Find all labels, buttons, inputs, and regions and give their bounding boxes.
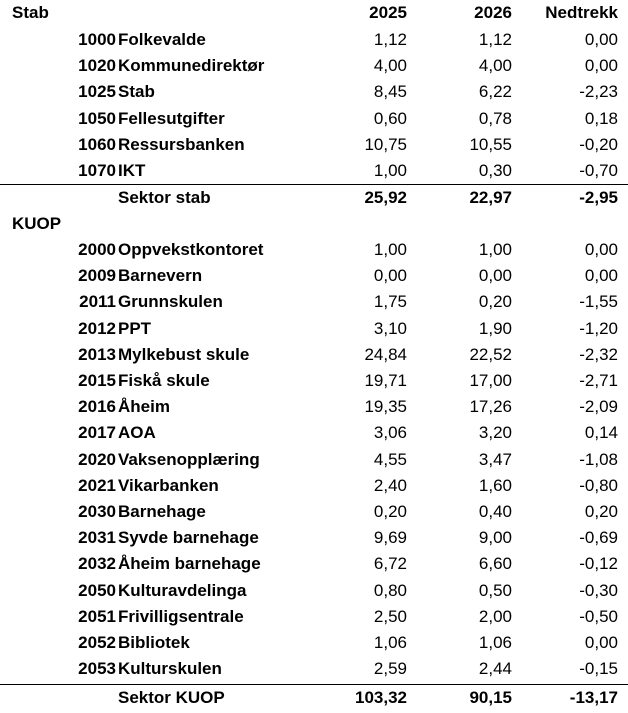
value-nedtrekk: 0,00 [584,633,618,652]
value-2026: 0,78 [478,108,512,128]
value-nedtrekk: -1,08 [579,449,618,469]
table-row [0,368,628,394]
value-2025: 10,75 [364,134,407,154]
table-row [0,316,628,342]
unit-name: Fiskå skule [118,371,210,390]
table-row [0,132,628,158]
unit-name: Vaksenopplæring [118,449,260,469]
unit-code: 1050 [78,108,116,128]
table-row [0,394,628,420]
unit-name: Grunnskulen [118,292,223,312]
header-row [0,0,628,26]
total-2025: 25,92 [364,188,407,207]
table-row [0,499,628,525]
value-nedtrekk: -1,20 [579,318,618,338]
section-row-kuop [0,211,628,237]
value-2025: 6,72 [373,554,407,574]
unit-code: 2000 [78,240,116,259]
unit-name: PPT [118,318,152,338]
value-nedtrekk: -0,30 [579,580,618,600]
value-2025: 1,00 [373,240,407,259]
value-2026: 1,60 [478,475,512,495]
table-row [0,79,628,105]
unit-name: Åheim [118,397,170,417]
value-nedtrekk: -0,50 [579,606,618,626]
unit-code: 1025 [78,82,116,102]
unit-code: 2030 [78,502,116,521]
unit-name: Kulturskulen [118,659,222,679]
table-row [0,237,628,263]
value-2025: 24,84 [364,344,407,364]
value-2025: 4,55 [373,449,407,469]
value-nedtrekk: -0,12 [579,554,618,574]
value-2026: 17,00 [469,371,512,390]
value-nedtrekk: -0,80 [579,475,618,495]
value-nedtrekk: -2,09 [579,397,618,417]
value-2025: 8,45 [373,82,407,102]
value-2025: 0,20 [373,502,407,521]
value-2025: 3,10 [373,318,407,338]
value-nedtrekk: -0,70 [579,161,618,180]
total-2025: 103,32 [355,688,407,707]
unit-name: Vikarbanken [118,475,219,495]
total-label: Sektor KUOP [118,688,225,707]
value-nedtrekk: -2,32 [579,344,618,364]
value-2026: 17,26 [469,397,512,417]
column-header-2025: 2025 [369,3,407,22]
total-label: Sektor stab [118,188,211,207]
value-2026: 1,12 [478,30,512,49]
value-2026: 4,00 [478,56,512,76]
unit-code: 1000 [78,30,116,49]
value-2026: 2,44 [478,659,512,679]
table-row [0,604,628,630]
unit-code: 2011 [79,292,116,312]
table-row [0,158,628,184]
unit-code: 2012 [78,318,116,338]
value-2026: 22,52 [469,344,512,364]
unit-name: Fellesutgifter [118,108,225,128]
value-2026: 9,00 [478,528,512,548]
value-nedtrekk: -2,23 [579,82,618,102]
value-nedtrekk: 0,20 [584,502,618,521]
unit-code: 1070 [78,161,116,180]
unit-name: Mylkebust skule [118,344,250,364]
unit-name: IKT [118,161,146,180]
value-2026: 0,00 [478,266,512,286]
total-2026: 90,15 [469,688,512,707]
unit-code: 2053 [78,659,116,679]
value-nedtrekk: 0,00 [584,30,618,49]
value-2026: 6,60 [478,554,512,574]
unit-name: Kommunedirektør [118,56,265,76]
value-2025: 1,12 [373,30,407,49]
unit-code: 2032 [78,554,116,574]
value-2026: 3,47 [478,449,512,469]
table-row [0,525,628,551]
unit-code: 2031 [78,528,116,548]
table-row [0,656,628,682]
table-row [0,53,628,79]
value-2026: 1,06 [478,633,512,652]
unit-name: Ressursbanken [118,134,245,154]
unit-name: Oppvekstkontoret [118,240,264,259]
table-row [0,578,628,604]
unit-name: Stab [118,82,155,102]
table-row [0,630,628,656]
value-nedtrekk: 0,00 [584,240,618,259]
value-nedtrekk: 0,14 [584,423,618,443]
value-2025: 19,35 [364,397,407,417]
table-row [0,551,628,577]
unit-code: 2017 [78,423,116,443]
value-2025: 2,40 [373,475,407,495]
value-2025: 0,80 [373,580,407,600]
value-2025: 1,00 [373,161,407,180]
value-2026: 1,00 [478,240,512,259]
value-2025: 3,06 [373,423,407,443]
value-nedtrekk: -0,69 [579,528,618,548]
unit-code: 2016 [78,397,116,417]
table-row [0,342,628,368]
value-2026: 1,90 [478,318,512,338]
column-header-nedtrekk: Nedtrekk [545,3,618,22]
unit-name: AOA [118,423,156,443]
value-2025: 1,06 [373,633,407,652]
value-2026: 10,55 [469,134,512,154]
unit-code: 2021 [78,475,116,495]
value-2025: 9,69 [373,528,407,548]
value-2026: 0,50 [478,580,512,600]
total-nedtrekk: -2,95 [579,188,618,207]
value-nedtrekk: -0,15 [579,659,618,679]
value-2025: 2,59 [373,659,407,679]
column-header-2026: 2026 [474,3,512,22]
stab-total-row [0,184,628,211]
value-2026: 0,40 [478,502,512,521]
unit-name: Barnehage [118,502,206,521]
section-label-stab: Stab [12,3,49,22]
table-row [0,289,628,315]
total-2026: 22,97 [469,188,512,207]
table-row [0,263,628,289]
value-2026: 2,00 [478,606,512,626]
value-2026: 0,20 [478,292,512,312]
kuop-total-row [0,684,628,711]
value-nedtrekk: -1,55 [579,292,618,312]
unit-code: 2015 [78,371,116,390]
value-nedtrekk: 0,00 [584,56,618,76]
table-row [0,420,628,446]
unit-code: 2050 [78,580,116,600]
unit-name: Frivilligsentrale [118,606,244,626]
value-nedtrekk: -0,20 [579,134,618,154]
unit-name: Kulturavdelinga [118,580,247,600]
value-2026: 0,30 [478,161,512,180]
value-2025: 19,71 [364,371,407,390]
value-nedtrekk: 0,18 [584,108,618,128]
table-row [0,473,628,499]
value-nedtrekk: 0,00 [584,266,618,286]
value-2026: 3,20 [478,423,512,443]
value-2025: 0,00 [373,266,407,286]
table-row [0,27,628,53]
value-nedtrekk: -2,71 [579,371,618,390]
unit-code: 2013 [78,344,116,364]
value-2025: 0,60 [373,108,407,128]
unit-code: 1060 [78,134,116,154]
unit-code: 1020 [78,56,116,76]
unit-code: 2009 [78,266,116,286]
unit-code: 2020 [78,449,116,469]
value-2026: 6,22 [478,82,512,102]
value-2025: 1,75 [373,292,407,312]
unit-code: 2051 [78,606,116,626]
section-label-kuop: KUOP [12,214,62,233]
table-row [0,106,628,132]
unit-name: Syvde barnehage [118,528,259,548]
unit-name: Folkevalde [118,30,206,49]
total-nedtrekk: -13,17 [569,688,618,707]
table-row [0,447,628,473]
unit-name: Barnevern [118,266,203,286]
value-2025: 4,00 [373,56,407,76]
unit-code: 2052 [78,633,116,652]
unit-name: Åheim barnehage [118,554,261,574]
value-2025: 2,50 [373,606,407,626]
unit-name: Bibliotek [118,633,190,652]
